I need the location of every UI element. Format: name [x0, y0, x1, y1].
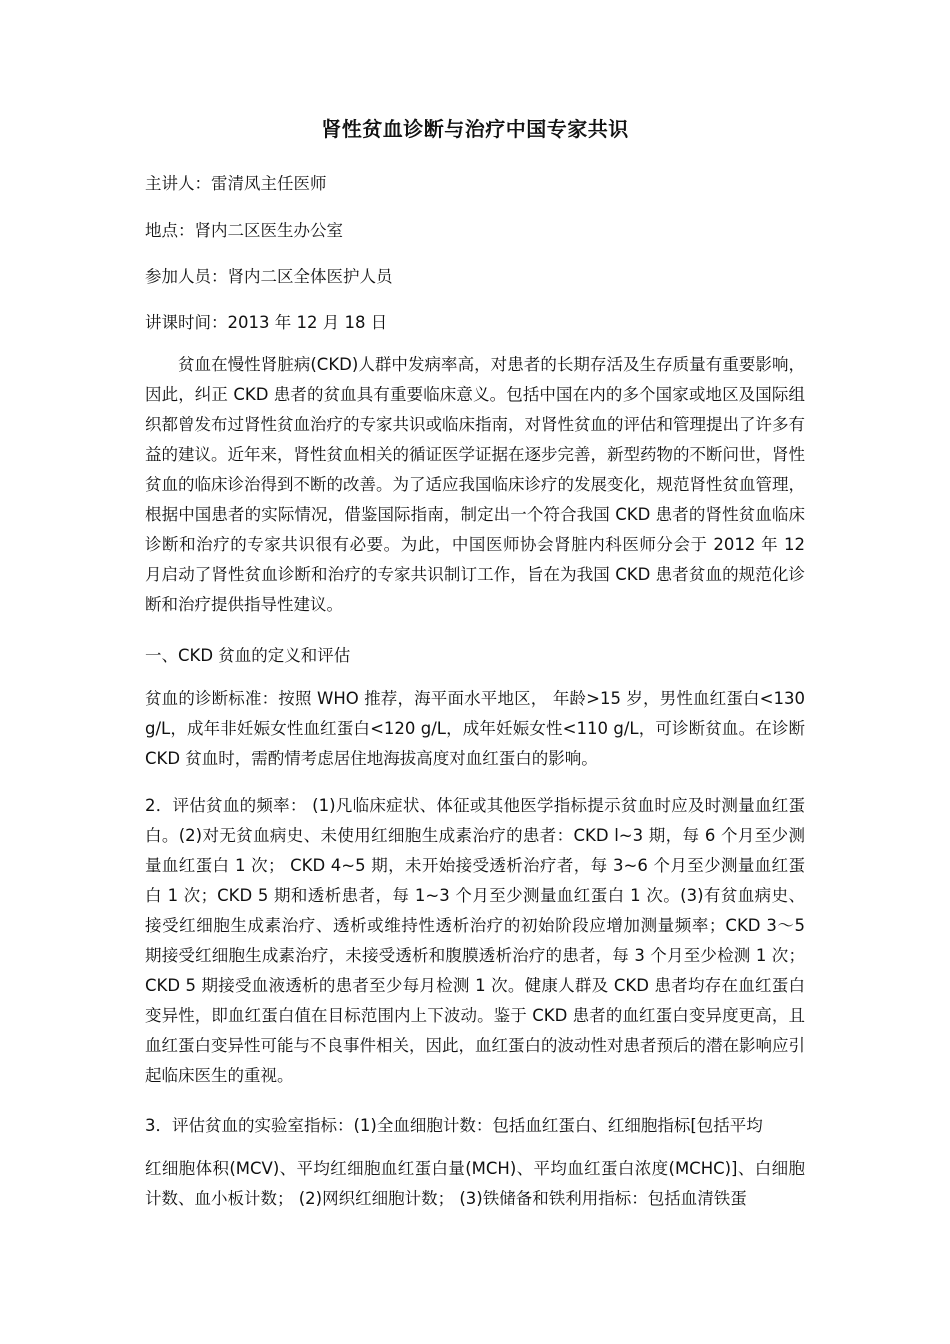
lab-indicators-continuation: 红细胞体积(MCV)、平均红细胞血红蛋白量(MCH)、平均血红蛋白浓度(MCHC)]、白细胞计数、血小板计数； (2)网织红细胞计数； (3)铁储备和铁利用指标：包括血清铁蛋: [145, 1159, 805, 1208]
intro-paragraph: 贫血在慢性肾脏病(CKD)人群中发病率高，对患者的长期存活及生存质量有重要影响，因此，纠正 CKD 患者的贫血具有重要临床意义。包括中国在内的多个国家或地区及国际组织都曾发布过肾性贫血治疗的专家共识或临床指南，对肾性贫血的评估和管理提出了许多有益的建议。近年来，肾性贫血相关的循证医学证据在逐步完善，新型药物的不断问世，肾性贫血的临床诊治得到不断的改善。为了适应我国临床诊疗的发展变化，规范肾性贫血管理，根据中国患者的实际情况，借鉴国际指南，制定出一个符合我国 CKD 患者的肾性贫血临床诊断和治疗的专家共识很有必要。为此，中国医师协会肾脏内科医师分会于 2012 年 12 月启动了肾性贫血诊断和治疗的专家共识制订工作，旨在为我国 CKD 患者贫血的规范化诊断和治疗提供指导性建议。: [145, 355, 805, 614]
document-title: 肾性贫血诊断与治疗中国专家共识: [321, 117, 629, 141]
speaker-line: 主讲人：雷清凤主任医师: [145, 174, 327, 193]
diagnosis-paragraph: 贫血的诊断标准：按照 WHO 推荐，海平面水平地区， 年龄>15 岁，男性血红蛋白<130 g/L，成年非妊娠女性血红蛋白<120 g/L，成年妊娠女性<110 g/L，可诊断贫血。在诊断 CKD 贫血时，需酌情考虑居住地海拔高度对血红蛋白的影响。: [145, 689, 805, 768]
attendees-line: 参加人员：肾内二区全体医护人员: [145, 267, 393, 286]
time-line: 讲课时间：2013 年 12 月 18 日: [145, 313, 388, 332]
lab-indicators-line: 3．评估贫血的实验室指标：(1)全血细胞计数：包括血红蛋白、红细胞指标[包括平均: [145, 1116, 763, 1135]
frequency-paragraph: 2．评估贫血的频率： (1)凡临床症状、体征或其他医学指标提示贫血时应及时测量血红蛋白。(2)对无贫血病史、未使用红细胞生成素治疗的患者：CKD l~3 期，每 6 个月至少测量血红蛋白 1 次； CKD 4~5 期，未开始接受透析治疗者，每 3~6 个月至少测量血红蛋白 1 次；CKD 5 期和透析患者，每 1~3 个月至少测量血红蛋白 1 次。(3)有贫血病史、接受红细胞生成素治疗、透析或维持性透析治疗的初始阶段应增加测量频率；CKD 3～5 期接受红细胞生成素治疗，未接受透析和腹膜透析治疗的患者，每 3 个月至少检测 1 次；CKD 5 期接受血液透析的患者至少每月检测 1 次。健康人群及 CKD 患者均存在血红蛋白变异性，即血红蛋白值在目标范围内上下波动。鉴于 CKD 患者的血红蛋白变异度更高，且血红蛋白变异性可能与不良事件相关，因此，血红蛋白的波动性对患者预后的潜在影响应引起临床医生的重视。: [145, 796, 805, 1085]
location-line: 地点：肾内二区医生办公室: [145, 221, 343, 240]
section1-heading: 一、CKD 贫血的定义和评估: [145, 646, 351, 665]
